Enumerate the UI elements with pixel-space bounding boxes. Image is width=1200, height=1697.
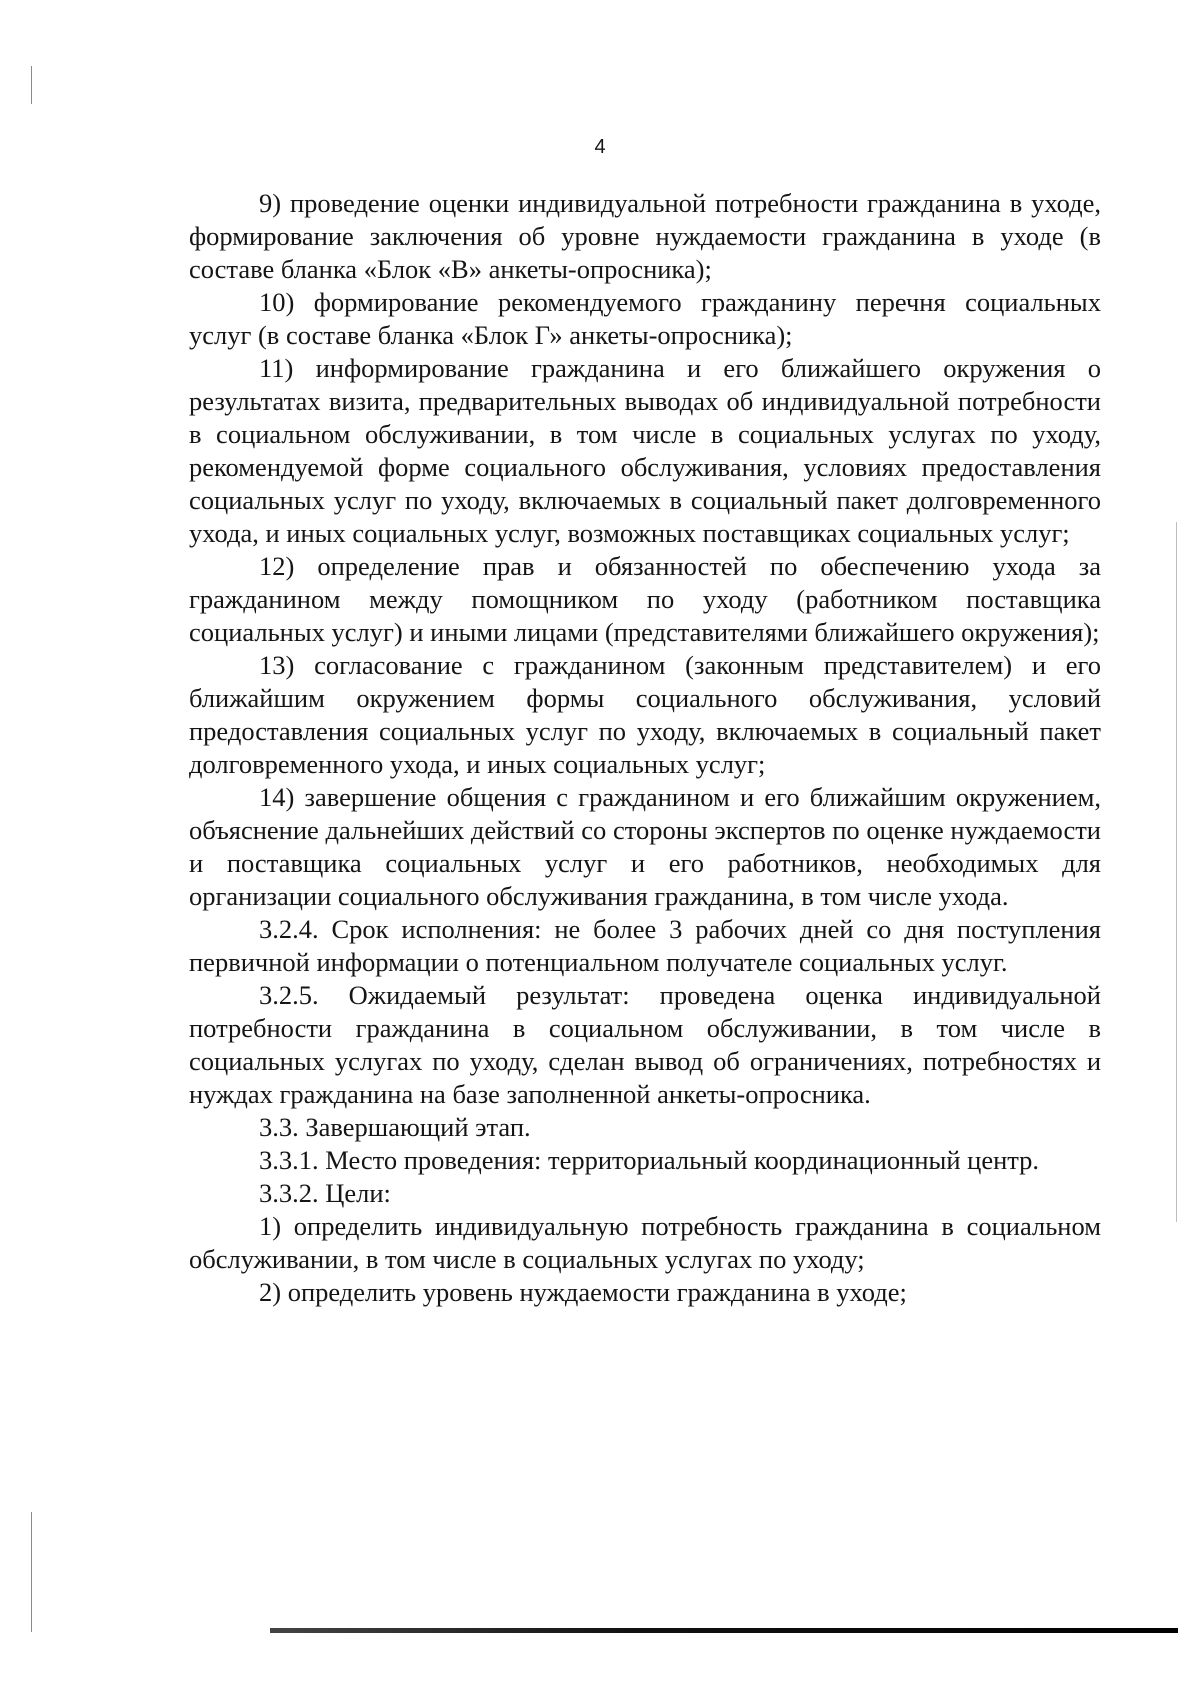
paragraph-item-12: 12) определение прав и обязанностей по обеспечению ухода за гражданином между помощником по уходу (работником поставщика социальных услуг) и иными лицами (представителями ближайшего окружения); (189, 551, 1101, 647)
paragraph-3-3-2: 3.3.2. Цели: (259, 1178, 391, 1208)
paragraph-item-13: 13) согласование с гражданином (законным представителем) и его ближайшим окружением формы социального обслуживания, условий предоставления социальных услуг по уходу, включаемых в социальный пакет долговременного ухода, и иных социальных услуг; (189, 650, 1101, 779)
scan-artifact-line (31, 1512, 32, 1632)
paragraph-3-2-4: 3.2.4. Срок исполнения: не более 3 рабочих дней со дня поступления первичной информации о потенциальном получателе социальных услуг. (189, 914, 1101, 977)
paragraph-item-14: 14) завершение общения с гражданином и его ближайшим окружением, объяснение дальнейших действий со стороны экспертов по оценке нуждаемости и поставщика социальных услуг и его работников, необходимых для организации социального обслуживания гражданина, в том числе ухода. (189, 782, 1101, 911)
footer-rule (270, 1628, 1178, 1633)
goal-item-2: 2) определить уровень нуждаемости гражданина в уходе; (259, 1277, 907, 1307)
scan-artifact-line (1176, 522, 1177, 1222)
paragraph-item-9: 9) проведение оценки индивидуальной потребности гражданина в уходе, формирование заключения об уровне нуждаемости гражданина в уходе (в составе бланка «Блок «В» анкеты-опросника); (189, 188, 1101, 284)
paragraph-item-11: 11) информирование гражданина и его ближайшего окружения о результатах визита, предварительных выводах об индивидуальной потребности в социальном обслуживании, в том числе в социальных услугах по уходу, рекомендуемой форме социального обслуживания, условиях предоставления социальных услуг по уходу, включаемых в социальный пакет долговременного ухода, и иных социальных услуг, возможных поставщиках социальных услуг; (189, 353, 1101, 548)
paragraph-item-10: 10) формирование рекомендуемого гражданину перечня социальных услуг (в составе бланка «Блок Г» анкеты-опросника); (189, 287, 1101, 350)
document-body (189, 187, 1101, 1309)
paragraph-3-3-1: 3.3.1. Место проведения: территориальный координационный центр. (259, 1145, 1040, 1175)
page-number: 4 (594, 136, 606, 158)
paragraph-3-2-5: 3.2.5. Ожидаемый результат: проведена оценка индивидуальной потребности гражданина в социальном обслуживании, в том числе в социальных услугах по уходу, сделан вывод об ограничениях, потребностях и нуждах гражданина на базе заполненной анкеты-опросника. (189, 980, 1101, 1109)
section-heading-3-3: 3.3. Завершающий этап. (259, 1112, 531, 1142)
scan-artifact-line (31, 66, 32, 104)
goal-item-1: 1) определить индивидуальную потребность гражданина в социальном обслуживании, в том числе в социальных услугах по уходу; (189, 1211, 1101, 1274)
